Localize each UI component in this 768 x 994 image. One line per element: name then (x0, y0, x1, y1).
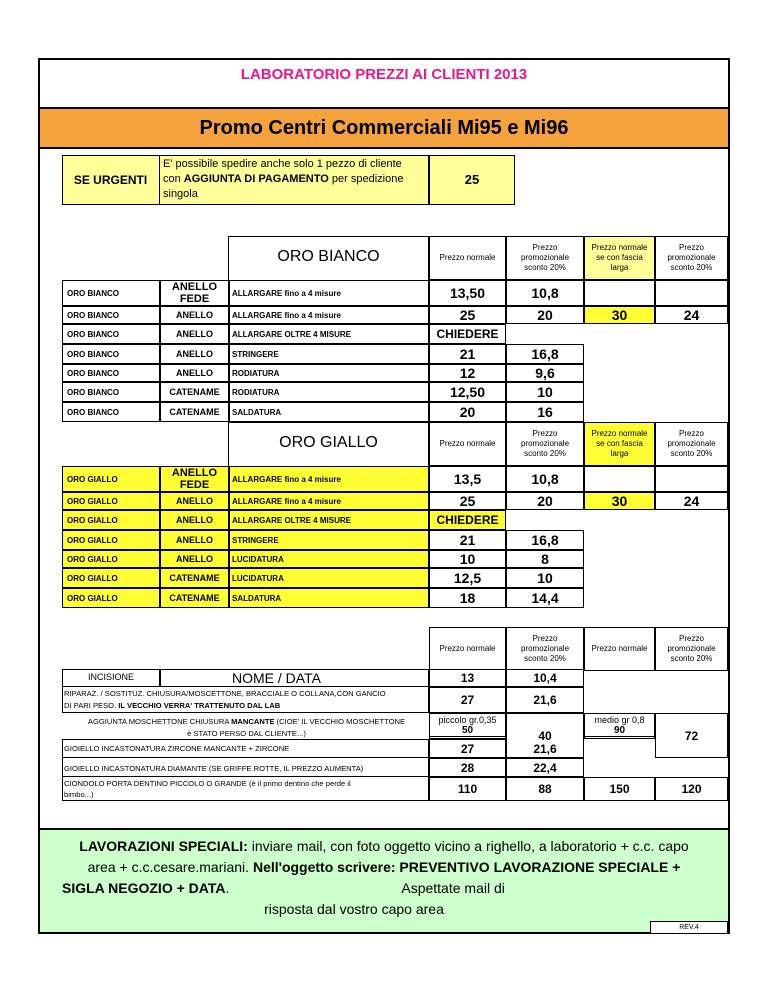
header-text: Prezzo (532, 429, 558, 438)
row-desc: RODIATURA (229, 382, 429, 402)
header-normal: Prezzo normale (429, 422, 506, 466)
row-desc: LUCIDATURA (229, 550, 429, 568)
row-desc: ALLARGARE fino a 4 misure (229, 306, 429, 324)
row-metal: ORO GIALLO (62, 510, 160, 530)
header-promo (506, 627, 584, 671)
row-normal-price: 25 (429, 492, 506, 510)
header-text: Prezzo (679, 429, 704, 438)
row-normal-price: CHIEDERE (429, 510, 506, 530)
header-text: Prezzo (532, 634, 558, 643)
aggiunta-text: AGGIUNTA MOSCHETTONE CHIUSURA MANCANTE (CIOE' IL VECCHIO MOSCHETTONE è STATO PERSO DAL CLIENTE...) (87, 717, 406, 738)
row-type (160, 306, 229, 324)
riparaz-text: RIPARAZ. / SOSTITUZ. CHIUSURA/MOSCETTONE, BRACCIALE O COLLANA,CON GANCIO DI PARI PESO. IL VECCHIO VERRA' TRATTENUTO DAL LAB (64, 689, 386, 710)
row-promo-price: 10 (506, 568, 584, 588)
urgent-value: 25 (464, 172, 480, 187)
row-desc: SALDATURA (229, 588, 429, 608)
header-text: sconto 20% (524, 449, 566, 458)
row-desc: ALLARGARE fino a 4 misure (229, 280, 429, 306)
row-metal: ORO GIALLO (62, 466, 160, 492)
row-type (160, 588, 229, 608)
row-normal-price: 21 (429, 344, 506, 364)
row-fascia-promo-price: 24 (655, 306, 728, 324)
row-type (160, 280, 229, 306)
row-type (160, 530, 229, 550)
row-type-2: FEDE (179, 293, 210, 305)
row-promo-price: 16 (506, 402, 584, 422)
header-text: sconto 20% (524, 263, 566, 272)
row-desc: ALLARGARE fino a 4 misure (229, 492, 429, 510)
header-text: sconto 20% (670, 654, 713, 663)
header-promo (506, 236, 584, 280)
row-type (160, 324, 229, 344)
row-promo-price: 14,4 (506, 588, 584, 608)
row-desc: SALDATURA (229, 402, 429, 422)
header-text: Prezzo normale (591, 243, 648, 252)
row-normal-price: CHIEDERE (429, 324, 506, 344)
header-text: Prezzo (532, 243, 558, 252)
row-normal-price: 18 (429, 588, 506, 608)
ciondolo-normal: 110 (429, 777, 506, 801)
row-desc: ALLARGARE OLTRE 4 MISURE (229, 324, 429, 344)
header-normal: Prezzo normale (429, 236, 506, 280)
header-text: promozionale (667, 644, 716, 653)
row-metal: ORO BIANCO (62, 402, 160, 422)
row-normal-price: 12,5 (429, 568, 506, 588)
header-promo (506, 422, 584, 466)
row-normal-price: 13,50 (429, 280, 506, 306)
row-fascia-promo-price: 24 (655, 492, 728, 510)
row-metal: ORO GIALLO (62, 530, 160, 550)
promo-banner: Promo Centri Commerciali Mi95 e Mi96 (40, 107, 728, 149)
aggiunta-promo: 40 (506, 713, 584, 758)
row-promo-price: 16,8 (506, 530, 584, 550)
row-type-1: ANELLO (176, 496, 213, 506)
medio-promo: 72 (655, 713, 728, 758)
row-type (160, 466, 229, 492)
urgent-label: SE URGENTI (73, 173, 148, 187)
row-metal: ORO BIANCO (62, 324, 160, 344)
row-type (160, 510, 229, 530)
header-fascia (584, 236, 655, 280)
header-normal-2: Prezzo normale (584, 627, 655, 671)
row-fascia-promo-price (655, 466, 728, 492)
row-type (160, 382, 229, 402)
diamante-normal: 28 (429, 758, 506, 777)
row-promo-price: 10,8 (506, 466, 584, 492)
urgent-text: E' possibile spedire anche solo 1 pezzo di cliente con AGGIUNTA DI PAGAMENTO per spedizione singola (163, 158, 404, 200)
header-text: promozionale (520, 644, 570, 653)
row-promo-price: 10 (506, 382, 584, 402)
header-text: Prezzo (679, 243, 704, 252)
row-metal: ORO BIANCO (62, 364, 160, 382)
row-type-1: CATENAME (169, 407, 220, 417)
medio-cell (584, 713, 655, 739)
row-type-1: CATENAME (169, 593, 220, 603)
header-text: Prezzo (679, 634, 704, 643)
header-text: se con fascia (596, 253, 643, 262)
row-metal: ORO BIANCO (62, 306, 160, 324)
row-type (160, 344, 229, 364)
row-type-1: ANELLO (171, 467, 218, 479)
special-note: LAVORAZIONI SPECIALI: inviare mail, con foto oggetto vicino a righello, a laboratorio + c.c. capo area + c.c.cesare.mariani. Nell'oggetto scrivere: PREVENTIVO LAVORAZIONE SPECIALE + SIGLA NEGOZIO + DATA. Aspettate mail di risposta dal vostro capo area (40, 830, 728, 932)
row-type (160, 364, 229, 382)
row-promo-price: 20 (506, 306, 584, 324)
riparaz-normal: 27 (429, 687, 506, 713)
incisione-normal: 13 (429, 669, 506, 687)
header-text: promozionale (520, 439, 570, 448)
row-desc: ALLARGARE OLTRE 4 MISURE (229, 510, 429, 530)
header-text: larga (610, 449, 629, 458)
row-type-1: ANELLO (176, 349, 213, 359)
row-desc: RODIATURA (229, 364, 429, 382)
nome-data-label: NOME / DATA (232, 670, 321, 686)
row-metal: ORO BIANCO (62, 382, 160, 402)
header-text: se con fascia (596, 439, 643, 448)
diamante-promo: 22,4 (506, 758, 584, 777)
medio-label: medio gr 0,8 (594, 715, 645, 725)
incisione-promo: 10,4 (506, 669, 584, 687)
zircone-normal: 27 (429, 739, 506, 758)
page-title: LABORATORIO PREZZI AI CLIENTI 2013 (240, 66, 528, 83)
header-text: sconto 20% (670, 263, 713, 272)
row-metal: ORO GIALLO (62, 550, 160, 568)
row-type (160, 568, 229, 588)
header-promo-2 (655, 236, 728, 280)
row-type (160, 402, 229, 422)
row-type-2: FEDE (179, 479, 210, 491)
ciondolo-promo: 88 (506, 777, 584, 801)
row-fascia-price: 30 (584, 492, 655, 510)
zircone-promo-visible: 21,6 (533, 741, 557, 756)
piccolo-label: piccolo gr.0,35 (438, 715, 497, 725)
row-type-1: ANELLO (176, 554, 213, 564)
zircone-text: GIOIELLO INCASTONATURA ZIRCONE MANCANTE + ZIRCONE (64, 744, 290, 753)
oro-bianco-heading: ORO BIANCO (277, 248, 380, 265)
row-normal-price: 10 (429, 550, 506, 568)
row-desc: STRINGERE (229, 530, 429, 550)
ciondolo-text: CIONDOLO PORTA DENTINO PICCOLO O GRANDE (è il primo dentino che perde il bimbo...) (64, 779, 351, 799)
diamante-text: GIOIELLO INCASTONATURA DIAMANTE (SE GRIFFE ROTTE, IL PREZZO AUMENTA) (64, 764, 364, 773)
header-text: sconto 20% (524, 654, 566, 663)
header-text: promozionale (667, 253, 716, 262)
row-desc: ALLARGARE fino a 4 misure (229, 466, 429, 492)
row-metal: ORO BIANCO (62, 344, 160, 364)
row-type-1: CATENAME (169, 387, 220, 397)
riparaz-promo: 21,6 (506, 687, 584, 713)
header-text: larga (610, 263, 629, 272)
row-normal-price: 25 (429, 306, 506, 324)
header-fascia (584, 422, 655, 466)
row-promo-price: 9,6 (506, 364, 584, 382)
row-type (160, 492, 229, 510)
row-desc: LUCIDATURA (229, 568, 429, 588)
row-fascia-price: 30 (584, 306, 655, 324)
row-type-1: ANELLO (176, 310, 213, 320)
revision-label: REV.4 (650, 921, 728, 934)
ciondolo-fascia: 150 (584, 777, 655, 801)
row-type-1: ANELLO (176, 535, 213, 545)
oro-giallo-heading: ORO GIALLO (279, 434, 378, 451)
header-text: promozionale (667, 439, 716, 448)
ciondolo-fascia-promo: 120 (655, 777, 728, 801)
row-promo-price: 8 (506, 550, 584, 568)
header-text: sconto 20% (670, 449, 713, 458)
row-metal: ORO GIALLO (62, 568, 160, 588)
row-normal-price: 20 (429, 402, 506, 422)
row-promo-price: 20 (506, 492, 584, 510)
row-promo-price: 16,8 (506, 344, 584, 364)
row-metal: ORO GIALLO (62, 492, 160, 510)
header-promo-2 (655, 627, 728, 671)
header-text: Prezzo normale (591, 429, 648, 438)
row-metal: ORO GIALLO (62, 588, 160, 608)
row-normal-price: 21 (429, 530, 506, 550)
row-desc: STRINGERE (229, 344, 429, 364)
row-promo-price: 10,8 (506, 280, 584, 306)
row-type-1: CATENAME (169, 573, 220, 583)
row-normal-price: 12,50 (429, 382, 506, 402)
row-fascia-price (584, 280, 655, 306)
row-type-1: ANELLO (176, 368, 213, 378)
row-type (160, 550, 229, 568)
row-type-1: ANELLO (176, 329, 213, 339)
piccolo-value: 50 (430, 725, 505, 737)
row-metal: ORO BIANCO (62, 280, 160, 306)
incisione-label: INCISIONE (87, 672, 134, 682)
header-normal: Prezzo normale (429, 627, 506, 671)
medio-value: 90 (585, 725, 654, 737)
header-text: promozionale (520, 253, 570, 262)
piccolo-cell (429, 713, 506, 739)
row-normal-price: 12 (429, 364, 506, 382)
header-promo-2 (655, 422, 728, 466)
row-normal-price: 13,5 (429, 466, 506, 492)
row-type-1: ANELLO (176, 515, 213, 525)
row-fascia-price (584, 466, 655, 492)
row-fascia-promo-price (655, 280, 728, 306)
row-type-1: ANELLO (171, 281, 218, 293)
